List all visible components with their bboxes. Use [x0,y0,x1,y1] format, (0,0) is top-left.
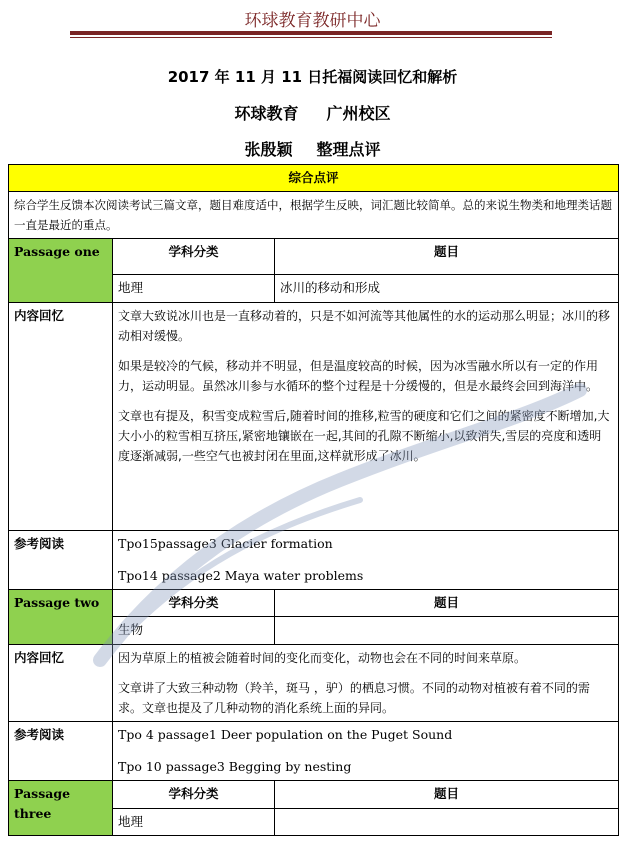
topic-header: 题目 [275,590,619,617]
subject-header: 学科分类 [113,781,275,809]
passage-two-topic [275,617,619,645]
passage-one-topic: 冰川的移动和形成 [275,275,619,303]
passage-three-label: Passage three [9,781,113,836]
passage-three-subject: 地理 [113,809,275,836]
passage-two-content [113,645,619,722]
header-org-title: 环球教育教研中心 [244,11,381,31]
reference-item: Tpo 10 passage3 Begging by nesting [118,759,352,774]
content-paragraph: 文章也有提及，积雪变成粒雪后,随着时间的推移,粒雪的硬度和它们之间的紧密度不断增加,大大小小的粒雪相互挤压,紧密地镶嵌在一起,其间的孔隙不断缩小,以致消失,雪层的亮度和透明度逐渐减弱,一些空气也被封闭在里面,这样就形成了冰川。 [118,409,610,463]
reference-item: Tpo 4 passage1 Deer population on the Puget Sound [118,727,453,742]
content-label: 内容回忆 [9,645,113,722]
reference-label: 参考阅读 [9,531,113,590]
passage-two-subject: 生物 [113,617,275,645]
header-rule-thin [70,37,552,38]
passage-one-references [113,531,619,590]
content-paragraph: 文章讲了大致三种动物（羚羊，斑马 ，驴）的栖息习惯。不同的动物对植被有着不同的需求。文章也提及了几种动物的消化系统上面的异同。 [118,681,590,715]
author-role: 整理点评 [316,140,381,159]
passage-one-content [113,303,619,531]
doc-subtitle-campus [0,101,625,124]
doc-title: 2017 年 11 月 11 日托福阅读回忆和解析 [167,68,458,86]
reading-table [8,164,619,836]
content-paragraph: 文章大致说冰川也是一直移动着的，只是不如河流等其他属性的水的运动那么明显；冰川的移动相对缓慢。 [118,309,611,343]
campus-name: 广州校区 [326,104,391,123]
reference-label: 参考阅读 [9,722,113,781]
author-name: 张殷颖 [244,140,293,159]
header-rule [70,31,552,35]
reference-item: Tpo15passage3 Glacier formation [118,536,333,551]
passage-one-subject: 地理 [113,275,275,303]
content-paragraph: 如果是较冷的气候，移动并不明显，但是温度较高的时候，因为冰雪融水所以有一定的作用力，运动明显。虽然冰川参与水循环的整个过程是十分缓慢的，但是水最终会回到海洋中。 [118,359,599,393]
topic-header: 题目 [275,781,619,809]
reference-item: Tpo14 passage2 Maya water problems [118,568,364,583]
content-paragraph: 因为草原上的植被会随着时间的变化而变化，动物也会在不同的时间来草原。 [118,651,527,665]
summary-heading: 综合点评 [9,165,619,192]
topic-header: 题目 [275,239,619,275]
passage-two-references [113,722,619,781]
subject-header: 学科分类 [113,590,275,617]
summary-text: 综合学生反馈本次阅读考试三篇文章，题目难度适中，根据学生反映，词汇题比较简单。总的来说生物类和地理类话题一直是最近的重点。 [9,192,619,239]
doc-subtitle-author [0,137,625,160]
passage-one-label: Passage one [9,239,113,303]
passage-two-label: Passage two [9,590,113,645]
passage-three-topic [275,809,619,836]
school-name: 环球教育 [234,104,299,123]
subject-header: 学科分类 [113,239,275,275]
content-label: 内容回忆 [9,303,113,531]
